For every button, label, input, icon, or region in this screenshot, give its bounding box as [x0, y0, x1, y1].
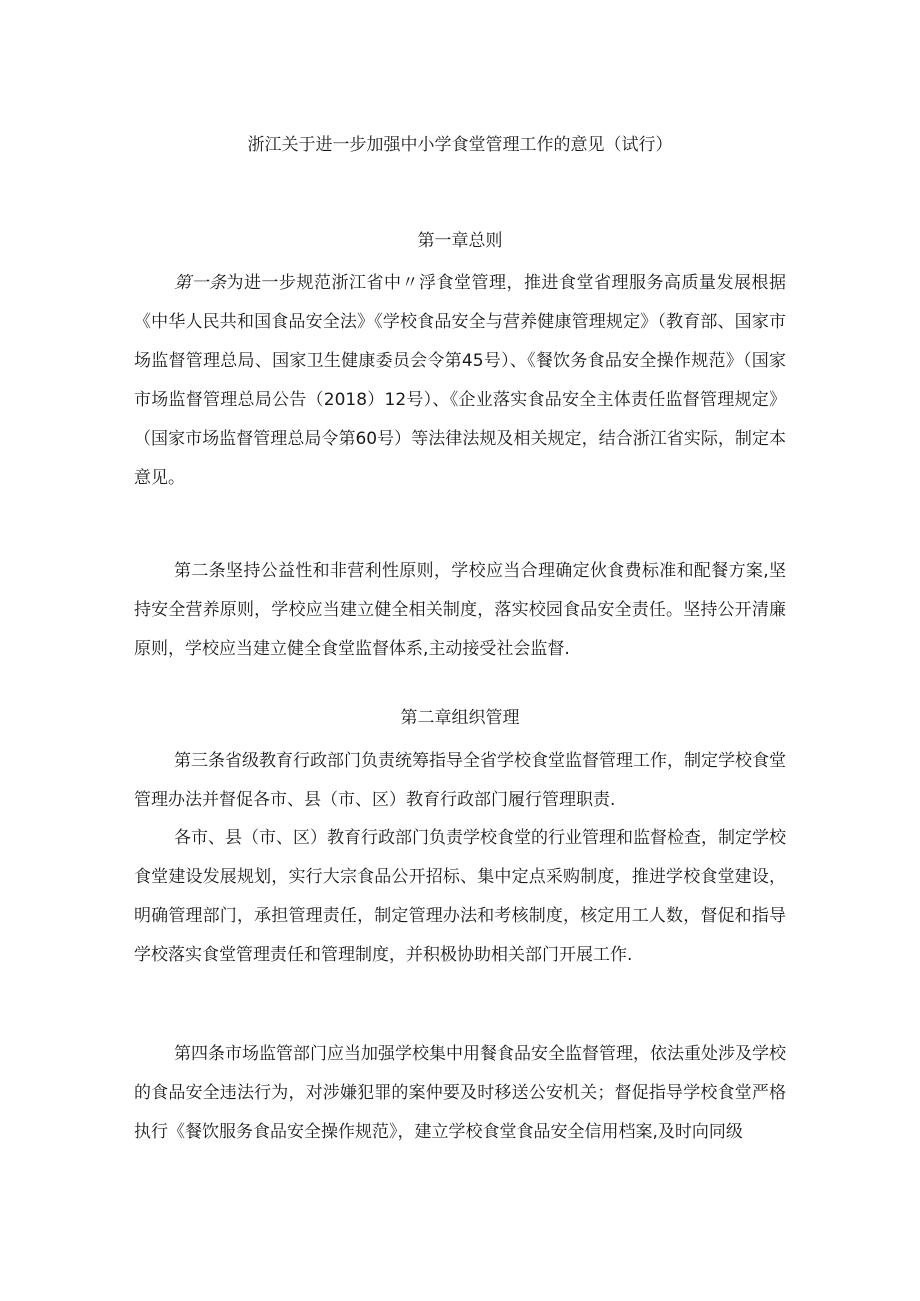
article-1-paragraph: [134, 264, 786, 498]
chapter-heading-2: 第二章组织管理: [400, 708, 520, 728]
chapter-heading-1: 第一章总则: [417, 231, 503, 251]
article-3-continued-paragraph: 各市、县（市、区）教育行政部门负责学校食堂的行业管理和监督检查，制定学校食堂建设发展规划，实行大宗食品公开招标、集中定点采购制度，推进学校食堂建设，明确管理部门，承担管理责任，制定管理办法和考核制度，核定用工人数，督促和指导学校落实食堂管理责任和管理制度，并积极协助相关部门开展工作.: [134, 828, 786, 965]
article-1-text: 为进一步规范浙江省中〃浮食堂管理，推进食堂省理服务高质量发展根据《中华人民共和国食品安全法》《学校食品安全与营养健康管理规定》（教育部、国家市场监督管理总局、国家卫生健康委员会令第45号）、《餐饮务食品安全操作规范》（国家市场监督管理总局公告（2018）12号）、《企业落实食品安全主体责任监督管理规定》（国家市场监督管理总局令第60号）等法律法规及相关规定，结合浙江省实际，制定本意见。: [134, 273, 786, 488]
article-3-paragraph: 第三条省级教育行政部门负责统筹指导全省学校食堂监督管理工作，制定学校食堂管理办法并督促各市、县（市、区）教育行政部门履行管理职责.: [134, 751, 786, 810]
article-2-paragraph: 第二条坚持公益性和非营利性原则，学校应当合理确定伙食费标准和配餐方案,坚持安全营养原则，学校应当建立健全相关制度，落实校园食品安全责任。坚持公开清廉原则，学校应当建立健全食堂监督体系,主动接受社会监督.: [134, 561, 786, 659]
article-1-lead: 第一条: [174, 273, 227, 293]
document-title: 浙江关于进一步加强中小学食堂管理工作的意见（试行）: [247, 135, 673, 155]
article-4-paragraph: 第四条市场监管部门应当加强学校集中用餐食品安全监督管理，依法重处涉及学校的食品安全违法行为，对涉嫌犯罪的案仲要及时移送公安机关；督促指导学校食堂严格执行《餐饮服务食品安全操作规范》，建立学校食堂食品安全信用档案,及时向同级: [134, 1044, 786, 1142]
